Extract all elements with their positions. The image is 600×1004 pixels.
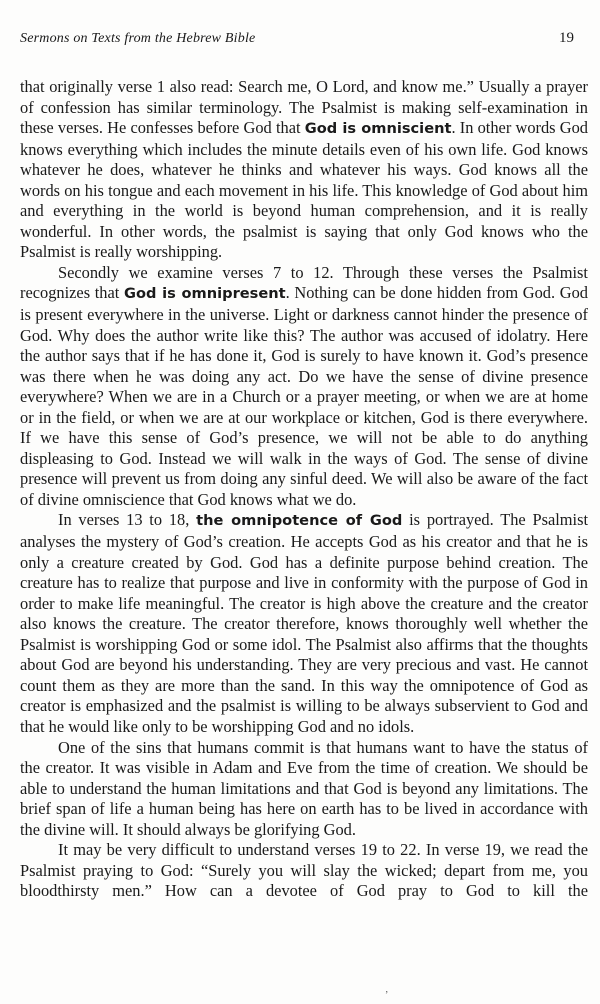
bold-phrase: the omnipotence of God [196, 512, 403, 530]
printer-mark: ’ [385, 990, 389, 1001]
page-number: 19 [559, 30, 574, 46]
paragraph [20, 510, 588, 737]
text-segment: It may be very difficult to understand verses 19 to 22. In verse 19, we read the Psalmist praying to God: “Surely you will slay the wicked; depart from me, you bloodthirsty men.” How can a devotee of God pray to God to kill the [20, 840, 588, 901]
running-title: Sermons on Texts from the Hebrew Bible [20, 31, 256, 46]
bold-phrase: God is omnipresent [124, 285, 286, 303]
paragraph [20, 738, 588, 841]
running-header [20, 30, 574, 54]
paragraph [20, 263, 588, 511]
text-segment: Secondly we examine verses 7 to 12. Through these verses the Psalmist recognizes that [20, 262, 588, 303]
paragraph [20, 77, 588, 263]
text-segment: is portrayed. The Psalmist analyses the mystery of God’s creation. He accepts God as his creator and that he is only a creature created by God. God has a definite purpose behind creation. The creature has to realize that purpose and live in conformity with the purpose of God in order to make life meaningful. The creator is high above the creature and the creator also knows the creature. The creator therefore, knows thoroughly well whether the Psalmist is worshipping God or some idol. The Psalmist also affirms that the thoughts about God are beyond his understanding. They are very precious and vast. He cannot count them as they are more than the sand. In this way the omnipotence of God as creator is emphasized and the psalmist is willing to be always subservient to God and that he would like only to be worshipping God and no idols. [20, 510, 589, 736]
text-segment: . In other words God knows everything which includes the minute details even of his own life. God knows whatever he does, whatever he thinks and whatever his ways. God knows all the words on his tongue and each movement in his life. This knowledge of God about him and everything in the world is beyond human comprehension, and it is really wonderful. In other words, the psalmist is saying that only God knows who the Psalmist is really worshipping. [20, 118, 588, 262]
bold-phrase: God is omniscient [304, 120, 452, 138]
text-segment: . Nothing can be done hidden from God. God is present everywhere in the universe. Light or darkness cannot hinder the presence of God. Why does the author write like this? The author was accused of idolatry. Here the author says that if he has done it, God is surely to have known it. God’s presence was there when he was doing any act. Do we have the sense of divine presence everywhere? When we are in a Church or a prayer meeting, or when we are at home or in the field, or when we are at our workplace or kitchen, God is there everywhere. If we have this sense of God’s presence, we will not be able to do anything displeasing to God. Instead we will walk in the ways of God. The sense of divine presence will prevent us from doing any sinful deed. We will also be aware of the fact of divine omniscience that God knows what we do. [20, 283, 588, 509]
text-segment: One of the sins that humans commit is that humans want to have the status of the creator. It was visible in Adam and Eve from the time of creation. We should be able to understand the human limitations and that God is beyond any limitations. The brief span of life a human being has here on earth has to be lived in accordance with the divine will. It should always be glorifying God. [20, 737, 588, 839]
paragraph [20, 840, 588, 902]
text-segment: that originally verse 1 also read: Search me, O Lord, and know me.” Usually a prayer of confession has similar terminology. The Psalmist is making self-examination in these verses. He confesses before God that [20, 77, 588, 138]
text-segment: In verses 13 to 18, [58, 510, 197, 530]
body-text [20, 77, 588, 902]
